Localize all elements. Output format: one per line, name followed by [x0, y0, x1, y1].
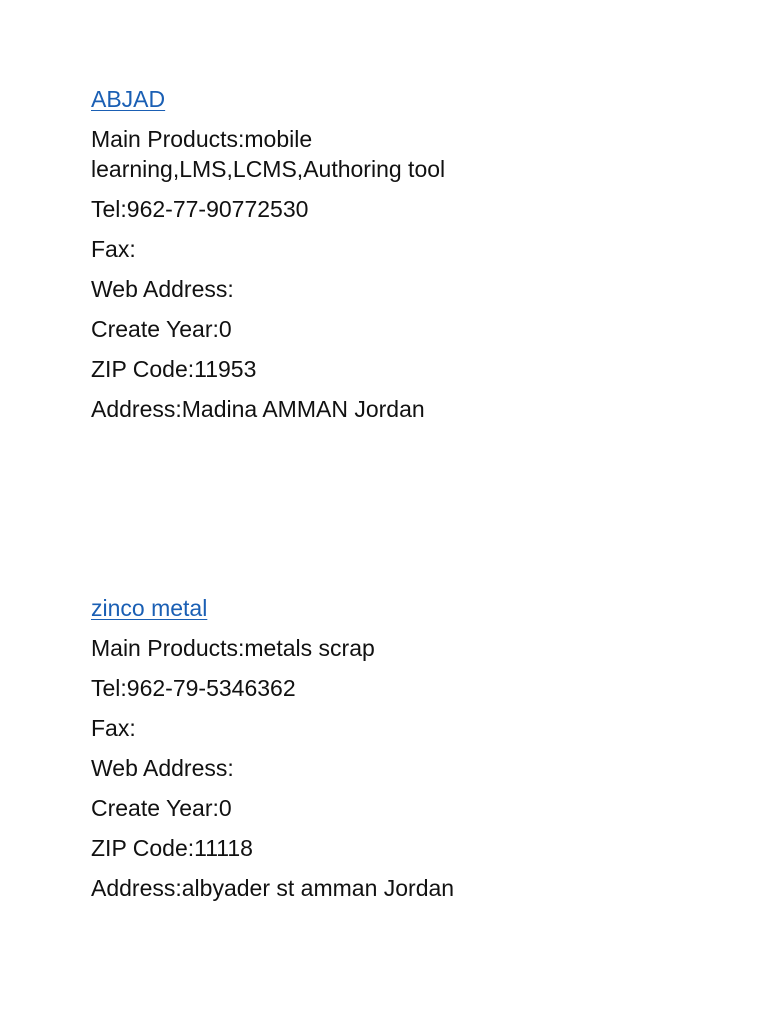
- web-address: Web Address:: [91, 276, 234, 302]
- company-entry: [91, 84, 691, 434]
- create-year: Create Year:0: [91, 316, 232, 342]
- zip-code: ZIP Code:11118: [91, 835, 253, 861]
- web-address: Web Address:: [91, 755, 234, 781]
- fax: Fax:: [91, 236, 136, 262]
- main-products: Main Products:mobile learning,LMS,LCMS,Authoring tool: [91, 126, 446, 182]
- address: Address:albyader st amman Jordan: [91, 875, 455, 901]
- fax: Fax:: [91, 715, 136, 741]
- company-name-link[interactable]: ABJAD: [91, 86, 166, 112]
- main-products: Main Products:metals scrap: [91, 635, 375, 661]
- address: Address:Madina AMMAN Jordan: [91, 396, 425, 422]
- create-year: Create Year:0: [91, 795, 232, 821]
- zip-code: ZIP Code:11953: [91, 356, 257, 382]
- company-name-link[interactable]: zinco metal: [91, 595, 208, 621]
- company-entry: [91, 593, 691, 913]
- tel: Tel:962-79-5346362: [91, 675, 296, 701]
- tel: Tel:962-77-90772530: [91, 196, 309, 222]
